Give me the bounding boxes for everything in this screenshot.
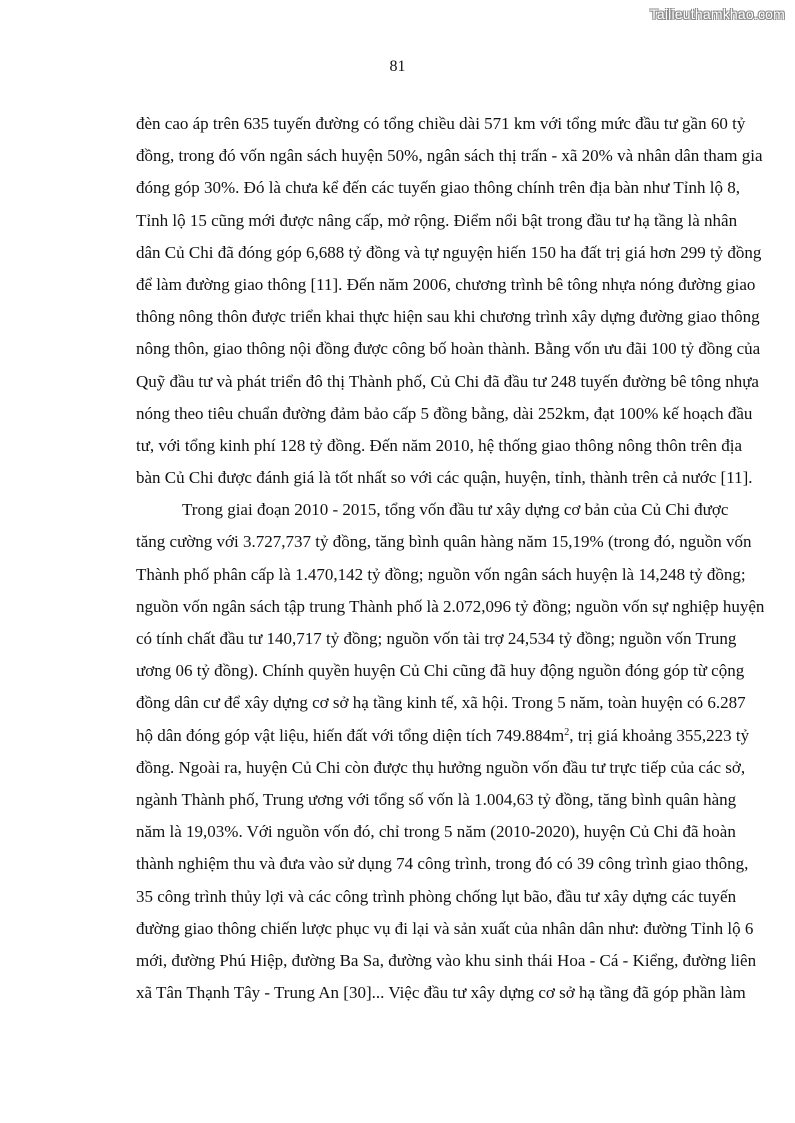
body-text (136, 108, 765, 1009)
text-line: năm là 19,03%. Với nguồn vốn đó, chỉ trong 5 năm (2010-2020), huyện Củ Chi đã hoàn (136, 822, 736, 842)
text-line: Tỉnh lộ 15 cũng mới được nâng cấp, mở rộng. Điểm nổi bật trong đầu tư hạ tầng là nhân (136, 210, 738, 230)
text-line: có tính chất đầu tư 140,717 tỷ đồng; nguồn vốn tài trợ 24,534 tỷ đồng; nguồn vốn Trung (136, 629, 737, 648)
text-line: tư, với tổng kinh phí 128 tỷ đồng. Đến năm 2010, hệ thống giao thông nông thôn trên địa (136, 435, 743, 455)
text-line: để làm đường giao thông [11]. Đến năm 2006, chương trình bê tông nhựa nóng đường giao (136, 274, 756, 294)
text-line: Quỹ đầu tư và phát triển đô thị Thành phố, Củ Chi đã đầu tư 248 tuyến đường bê tông nhựa (136, 371, 759, 391)
text-line: nguồn vốn ngân sách tập trung Thành phố là 2.072,096 tỷ đồng; nguồn vốn sự nghiệp huyện (136, 596, 765, 616)
text-line: bàn Củ Chi được đánh giá là tốt nhất so với các quận, huyện, tỉnh, thành trên cả nước [11]. (136, 468, 753, 488)
page-number: 81 (389, 58, 406, 75)
text-line: ương 06 tỷ đồng). Chính quyền huyện Củ Chi cũng đã huy động nguồn đóng góp từ cộng (136, 661, 745, 681)
text-line: đường giao thông chiến lược phục vụ đi lại và sản xuất của nhân dân như: đường Tỉnh lộ 6 (136, 918, 754, 938)
text-segment: , trị giá khoảng 355,223 tỷ (569, 725, 750, 745)
text-line: xã Tân Thạnh Tây - Trung An [30]... Việc đầu tư xây dựng cơ sở hạ tầng đã góp phần làm (136, 983, 746, 1003)
text-line: mới, đường Phú Hiệp, đường Ba Sa, đường vào khu sinh thái Hoa - Cá - Kiểng, đường liên (136, 950, 757, 970)
text-line: 35 công trình thủy lợi và các công trình phòng chống lụt bão, đầu tư xây dựng các tuyến (136, 886, 737, 906)
text-line: Thành phố phân cấp là 1.470,142 tỷ đồng; nguồn vốn ngân sách huyện là 14,248 tỷ đồng; (136, 564, 746, 584)
text-line: dân Củ Chi đã đóng góp 6,688 tỷ đồng và tự nguyện hiến 150 ha đất trị giá hơn 299 tỷ đồng (136, 242, 762, 262)
text-line-with-superscript (136, 720, 750, 752)
text-line: thông nông thôn được triển khai thực hiện sau khi chương trình xây dựng đường giao thông (136, 307, 760, 327)
text-line: đồng dân cư để xây dựng cơ sở hạ tầng kinh tế, xã hội. Trong 5 năm, toàn huyện có 6.287 (136, 693, 746, 713)
text-segment: hộ dân đóng góp vật liệu, hiến đất với tổng diện tích 749.884m (136, 725, 565, 745)
text-line: đèn cao áp trên 635 tuyến đường có tổng chiều dài 571 km với tổng mức đầu tư gần 60 tỷ (136, 114, 746, 133)
text-line: đóng góp 30%. Đó là chưa kể đến các tuyến giao thông chính trên địa bàn như Tỉnh lộ 8, (136, 178, 740, 198)
paragraph-first-line: Trong giai đoạn 2010 - 2015, tổng vốn đầu tư xây dựng cơ bản của Củ Chi được (182, 500, 729, 520)
text-line: nông thôn, giao thông nội đồng được công bố hoàn thành. Bằng vốn ưu đãi 100 tỷ đồng của (136, 339, 761, 359)
superscript: 2 (564, 726, 570, 738)
watermark: Tailieuthamkhao.com (649, 6, 785, 22)
text-line: ngành Thành phố, Trung ương với tổng số vốn là 1.004,63 tỷ đồng, tăng bình quân hàng (136, 789, 737, 809)
text-line: thành nghiệm thu và đưa vào sử dụng 74 công trình, trong đó có 39 công trình giao thông, (136, 854, 749, 874)
text-line: đồng. Ngoài ra, huyện Củ Chi còn được thụ hưởng nguồn vốn đầu tư trực tiếp của các sở, (136, 757, 746, 777)
text-line: tăng cường với 3.727,737 tỷ đồng, tăng bình quân hàng năm 15,19% (trong đó, nguồn vốn (136, 532, 752, 552)
text-line: nóng theo tiêu chuẩn đường đảm bảo cấp 5 đồng bằng, dài 252km, đạt 100% kế hoạch đầu (136, 403, 753, 423)
text-line: đồng, trong đó vốn ngân sách huyện 50%, ngân sách thị trấn - xã 20% và nhân dân tham gia (136, 146, 763, 166)
